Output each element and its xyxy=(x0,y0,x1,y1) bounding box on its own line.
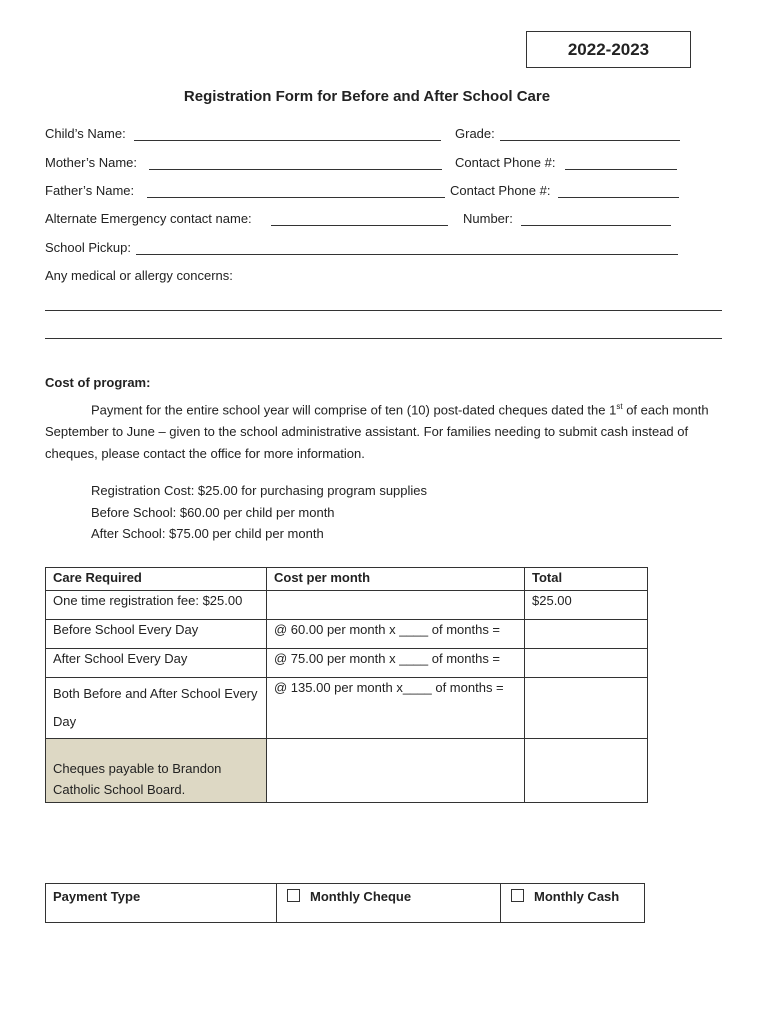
pickup-label: School Pickup: xyxy=(45,240,131,255)
row-care: Before School Every Day xyxy=(46,620,267,649)
grade-label: Grade: xyxy=(455,126,495,141)
cheques-cost-cell xyxy=(267,739,525,803)
header-care: Care Required xyxy=(46,568,267,591)
row-total-input[interactable] xyxy=(525,678,648,739)
registration-cost: Registration Cost: $25.00 for purchasing program supplies xyxy=(91,483,428,498)
child-name-field[interactable] xyxy=(134,140,441,141)
cheques-row xyxy=(46,739,648,803)
after-school-cost: After School: $75.00 per child per month xyxy=(91,526,324,541)
pickup-field[interactable] xyxy=(136,254,678,255)
row-care: One time registration fee: $25.00 xyxy=(46,591,267,620)
row-total-input[interactable] xyxy=(525,620,648,649)
medical-label: Any medical or allergy concerns: xyxy=(45,268,233,283)
monthly-cheque-label: Monthly Cheque xyxy=(310,889,412,904)
father-phone-label: Contact Phone #: xyxy=(450,183,551,198)
monthly-cheque-option[interactable] xyxy=(277,884,501,923)
payment-type-table xyxy=(45,883,645,923)
header-total: Total xyxy=(525,568,648,591)
monthly-cash-option[interactable] xyxy=(501,884,645,923)
row-cost xyxy=(267,591,525,620)
father-phone-field[interactable] xyxy=(558,197,679,198)
table-row xyxy=(46,678,648,739)
row-total: $25.00 xyxy=(525,591,648,620)
mother-phone-field[interactable] xyxy=(565,169,677,170)
medical-line-2[interactable] xyxy=(45,338,722,339)
fees-table xyxy=(45,567,648,803)
mother-name-field[interactable] xyxy=(149,169,442,170)
table-row xyxy=(46,649,648,678)
payment-paragraph: Payment for the entire school year will comprise of ten (10) post-dated cheques dated the 1st of each month September to June – given to the school administrative assistant. For families needing to submit cash instead of cheques, please contact the office for more information. xyxy=(45,402,709,462)
alt-contact-label: Alternate Emergency contact name: xyxy=(45,211,252,226)
cheques-payable-note: Cheques payable to Brandon Catholic School Board. xyxy=(46,739,267,803)
table-header-row xyxy=(46,568,648,591)
row-care: Both Before and After School Every Day xyxy=(46,678,267,739)
before-school-cost: Before School: $60.00 per child per month xyxy=(91,505,335,520)
cost-heading: Cost of program: xyxy=(45,375,151,390)
table-row xyxy=(46,591,648,620)
row-cost: @ 75.00 per month x ____ of months = xyxy=(267,649,525,678)
school-year-box: 2022-2023 xyxy=(526,31,691,68)
monthly-cash-checkbox[interactable] xyxy=(511,889,524,902)
alt-contact-field[interactable] xyxy=(271,225,448,226)
alt-number-label: Number: xyxy=(463,211,513,226)
cheques-total-cell xyxy=(525,739,648,803)
header-cost: Cost per month xyxy=(267,568,525,591)
father-name-field[interactable] xyxy=(147,197,445,198)
child-name-label: Child’s Name: xyxy=(45,126,126,141)
payment-type-label: Payment Type xyxy=(46,884,277,923)
row-cost: @ 60.00 per month x ____ of months = xyxy=(267,620,525,649)
alt-number-field[interactable] xyxy=(521,225,671,226)
mother-name-label: Mother’s Name: xyxy=(45,155,137,170)
row-care: After School Every Day xyxy=(46,649,267,678)
father-name-label: Father’s Name: xyxy=(45,183,135,198)
table-row xyxy=(46,620,648,649)
mother-phone-label: Contact Phone #: xyxy=(455,155,556,170)
medical-line-1[interactable] xyxy=(45,310,722,311)
monthly-cheque-checkbox[interactable] xyxy=(287,889,300,902)
monthly-cash-label: Monthly Cash xyxy=(534,889,620,904)
form-title: Registration Form for Before and After School Care xyxy=(183,88,551,105)
row-total-input[interactable] xyxy=(525,649,648,678)
grade-field[interactable] xyxy=(500,140,680,141)
row-cost: @ 135.00 per month x____ of months = xyxy=(267,678,525,739)
